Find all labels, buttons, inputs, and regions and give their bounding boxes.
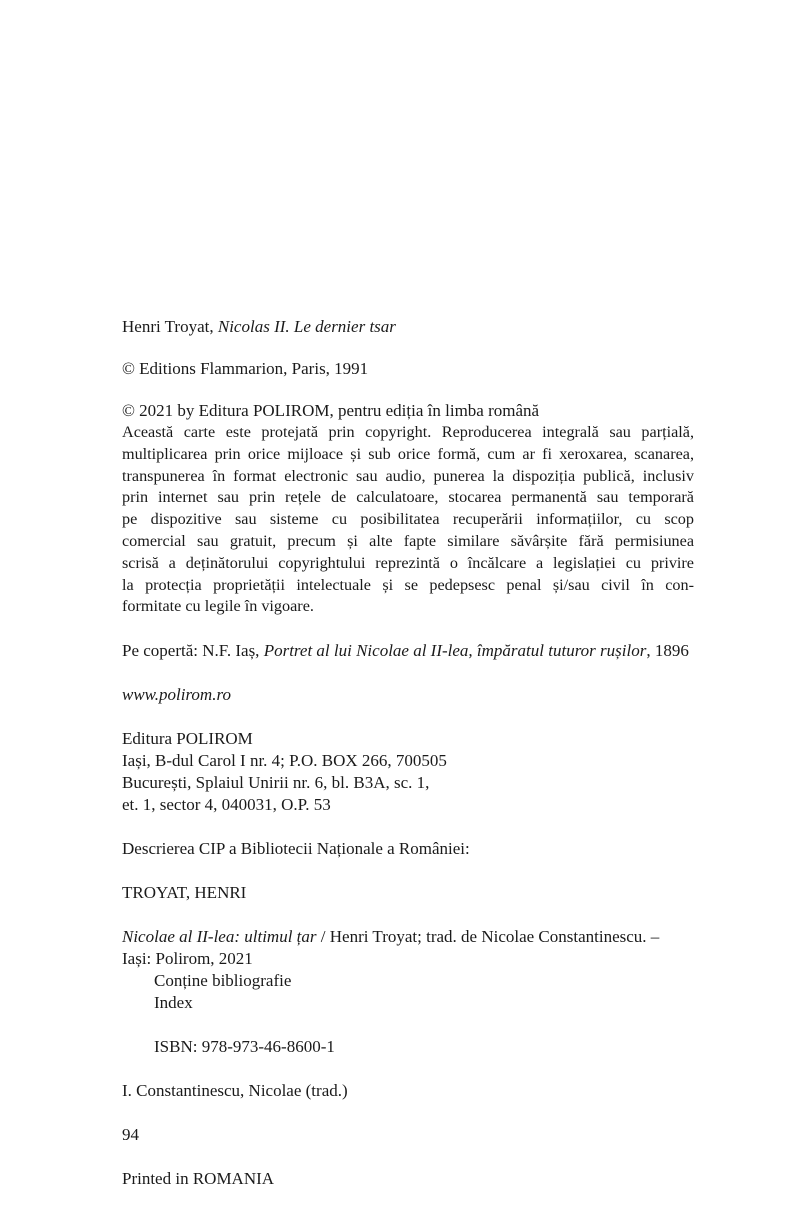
original-edition bbox=[122, 316, 694, 338]
cover-artwork-title: Portret al lui Nicolae al II-lea, împăratul tuturor rușilor bbox=[263, 641, 647, 661]
legal-line: prin internet sau prin rețele de calculatoare, stocarea permanentă sau temporară bbox=[122, 488, 694, 507]
website-url: www.polirom.ro bbox=[122, 685, 231, 705]
cover-prefix: Pe copertă: N.F. Iaș, bbox=[122, 641, 260, 661]
original-author: Henri Troyat, bbox=[122, 317, 214, 336]
cip-heading: Descrierea CIP a Bibliotecii Naționale a României: bbox=[122, 839, 470, 859]
publisher-address-bucuresti: București, Splaiul Unirii nr. 6, bl. B3A, sc. 1, bbox=[122, 773, 430, 793]
copyright-original: © Editions Flammarion, Paris, 1991 bbox=[122, 359, 369, 378]
cip-added-entry: I. Constantinescu, Nicolae (trad.) bbox=[122, 1081, 348, 1101]
legal-line: la protecția proprietății intelectuale și se pedepsesc penal și/sau civil în con- bbox=[122, 575, 694, 594]
cip-note-index: Index bbox=[154, 993, 193, 1013]
isbn: ISBN: 978-973-46-8600-1 bbox=[154, 1037, 335, 1057]
cip-title bbox=[122, 926, 694, 948]
cip-note-bibliography: Conține bibliografie bbox=[154, 971, 292, 991]
copyright-page bbox=[122, 316, 694, 1190]
cover-year: , 1896 bbox=[646, 641, 689, 661]
publisher-address-bucuresti-2: et. 1, sector 4, 040031, O.P. 53 bbox=[122, 795, 331, 815]
publisher-address-iasi: Iași, B-dul Carol I nr. 4; P.O. BOX 266, 700505 bbox=[122, 751, 447, 771]
cip-record bbox=[122, 926, 694, 1014]
legal-line: formitate cu legile în vigoare. bbox=[122, 597, 314, 616]
website bbox=[122, 684, 694, 706]
cip-author: TROYAT, HENRI bbox=[122, 883, 247, 903]
legal-line: pe dispozitive sau sisteme cu posibilitatea recuperării informațiilor, cu scop bbox=[122, 510, 694, 529]
cip-title-italic: Nicolae al II-lea: ultimul țar bbox=[122, 927, 317, 947]
cip-imprint: Iași: Polirom, 2021 bbox=[122, 949, 253, 969]
legal-line: multiplicarea prin orice mijloace și sub orice formă, cum ar fi xeroxarea, scanarea, bbox=[122, 444, 694, 463]
legal-line: Această carte este protejată prin copyright. Reproducerea integrală sau parțială, bbox=[122, 423, 694, 441]
cip-title-rest: / Henri Troyat; trad. de Nicolae Constantinescu. – bbox=[316, 927, 660, 947]
publisher-block bbox=[122, 728, 694, 816]
copyright-translation: © 2021 by Editura POLIROM, pentru ediția în limba română bbox=[122, 401, 540, 420]
cip-class-number: 94 bbox=[122, 1125, 139, 1145]
original-title: Nicolas II. Le dernier tsar bbox=[217, 317, 396, 336]
legal-notice bbox=[122, 422, 694, 618]
legal-line: comercial sau gratuit, precum și alte fapte similare săvârșite fără permisiunea bbox=[122, 531, 694, 550]
printed-in: Printed in ROMANIA bbox=[122, 1169, 275, 1189]
legal-line: transpunerea în format electronic sau audio, punerea la dispoziția publică, inclusiv bbox=[122, 466, 694, 485]
legal-line: scrisă a deținătorului copyrightului reprezintă o încălcare a legislației cu privire bbox=[122, 553, 694, 572]
publisher-name: Editura POLIROM bbox=[122, 729, 253, 749]
cover-credit bbox=[122, 640, 694, 662]
